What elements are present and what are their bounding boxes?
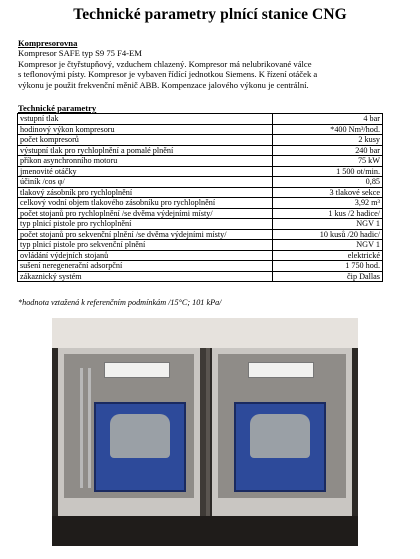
table-row (18, 177, 383, 188)
param-label: účiník /cos φ/ (18, 177, 273, 188)
param-label: typ plnicí pistole pro sekvenční plnění (18, 240, 273, 251)
table-row (18, 114, 383, 125)
param-label: jmenovité otáčky (18, 166, 273, 177)
param-label: celkový vodní objem tlakového zásobníku pro rychloplnění (18, 198, 273, 209)
params-heading: Technické parametry (18, 103, 97, 113)
compressor-section (18, 38, 388, 90)
param-label: ovládání výdejních stojanů (18, 250, 273, 261)
compressor-line: výkonu je použit frekvenční měnič ABB. Kompenzace jalového výkonu je centrální. (18, 79, 309, 90)
param-label: sušení neregenerační adsorpční (18, 261, 273, 272)
compressor-heading: Kompresorovna (18, 38, 78, 48)
params-table (17, 113, 383, 282)
param-value: elektrické (273, 250, 383, 261)
page-title: Technické parametry plnící stanice CNG (73, 6, 347, 23)
compressor-line: s teflonovými písty. Kompresor je vybaven řídící jednotkou Siemens. K řízení otáček a (18, 69, 318, 80)
table-row (18, 271, 383, 282)
param-label: typ plnicí pistole pro rychloplnění (18, 219, 273, 230)
heater-unit (248, 362, 314, 378)
table-row (18, 156, 383, 167)
table-row (18, 208, 383, 219)
param-value: 3,92 m³ (273, 198, 383, 209)
compressor-unit (234, 402, 326, 492)
compressor-line: Kompresor SAFE typ S9 75 F4-EM (18, 48, 142, 59)
table-row (18, 145, 383, 156)
table-row (18, 124, 383, 135)
footnote: *hodnota vztažená k referenčním podmínkám /15°C; 101 kPa/ (18, 298, 222, 307)
table-row (18, 187, 383, 198)
compressor-room-photo (52, 318, 358, 546)
param-value: čip Dallas (273, 271, 383, 282)
right-compressor-cabinet (212, 348, 352, 516)
param-value: 75 kW (273, 156, 383, 167)
compressor-head (250, 414, 310, 458)
param-value: 2 kusy (273, 135, 383, 146)
compressor-line: Kompresor je čtyřstupňový, vzduchem chlazený. Kompresor má nelubrikované válce (18, 58, 312, 69)
table-row (18, 229, 383, 240)
param-label: počet kompresorů (18, 135, 273, 146)
table-row (18, 250, 383, 261)
table-row (18, 219, 383, 230)
param-value: 1 kus /2 hadice/ (273, 208, 383, 219)
param-value: 3 tlakové sekce (273, 187, 383, 198)
table-row (18, 240, 383, 251)
param-value: 10 kusů /20 hadic/ (273, 229, 383, 240)
cabinet-interior (64, 354, 194, 498)
param-label: výstupní tlak pro rychloplnění a pomalé plnění (18, 145, 273, 156)
param-label: tlakový zásobník pro rychloplnění (18, 187, 273, 198)
param-label: hodinový výkon kompresoru (18, 124, 273, 135)
table-row (18, 135, 383, 146)
heater-unit (104, 362, 170, 378)
param-value: NGV 1 (273, 240, 383, 251)
param-value: NGV 1 (273, 219, 383, 230)
ceiling (52, 318, 358, 348)
param-label: počet stojanů pro sekvenční plnění /se dvěma výdejními místy/ (18, 229, 273, 240)
param-label: počet stojanů pro rychloplnění /se dvěma výdejními místy/ (18, 208, 273, 219)
pipe (80, 368, 83, 488)
param-label: zákaznický systém (18, 271, 273, 282)
param-label: vstupní tlak (18, 114, 273, 125)
left-compressor-cabinet (58, 348, 200, 516)
param-label: příkon asynchronního motoru (18, 156, 273, 167)
compressor-head (110, 414, 170, 458)
param-value: 240 bar (273, 145, 383, 156)
param-value: 0,85 (273, 177, 383, 188)
param-value: 4 bar (273, 114, 383, 125)
pipe (88, 368, 91, 488)
table-row (18, 261, 383, 272)
param-value: 1 750 hod. (273, 261, 383, 272)
table-row (18, 166, 383, 177)
compressor-unit (94, 402, 186, 492)
floor (52, 516, 358, 546)
param-value: *400 Nm³/hod. (273, 124, 383, 135)
table-row (18, 198, 383, 209)
param-value: 1 500 ot/min. (273, 166, 383, 177)
cabinet-interior (218, 354, 346, 498)
